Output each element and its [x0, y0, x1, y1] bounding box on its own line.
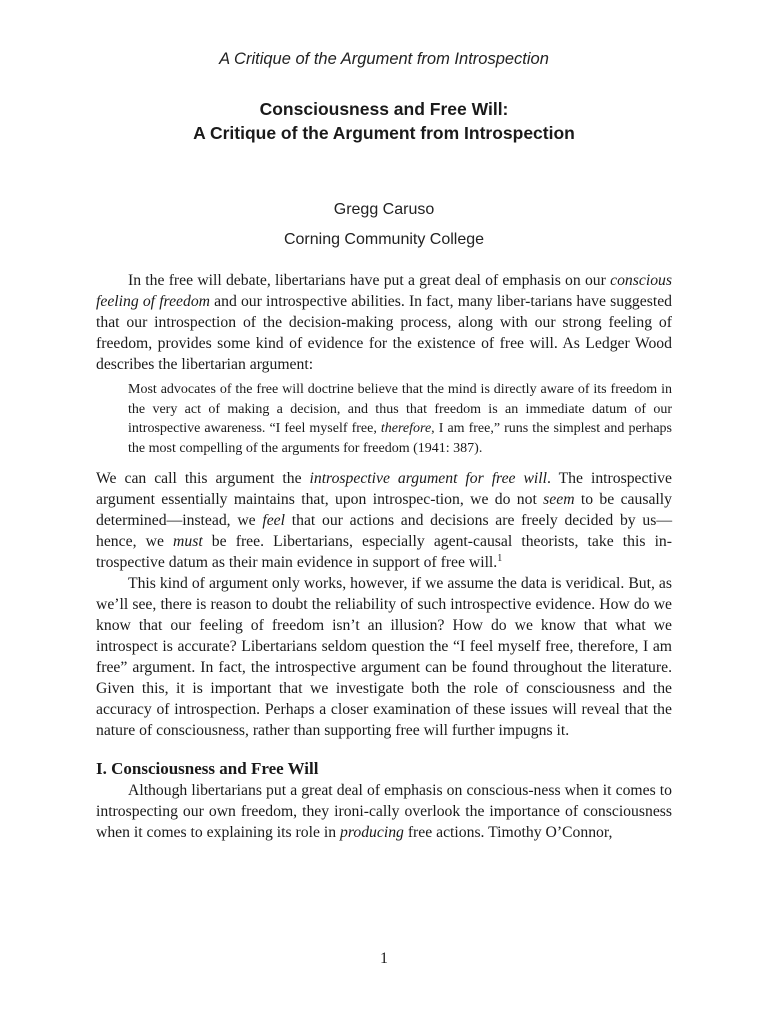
paper-title [0, 97, 768, 145]
author-block [0, 195, 768, 255]
text-run: be free. Libertarians, especially agent-causal theorists, take this in-trospective datum as their main evidence in support of free will. [96, 533, 672, 571]
section-heading: I. Consciousness and Free Will [96, 759, 319, 778]
text-run: that our actions and decisions are freely decided by us—hence, we [96, 512, 673, 550]
title-line-2: A Critique of the Argument from Introspection [193, 123, 575, 143]
text-run: . The introspective argument essentially maintains that, upon introspec-tion, we do not [96, 470, 672, 508]
text-run: Most advocates of the free will doctrine believe that the mind is directly aware of its freedom in the very act of making a decision, and thus that freedom is an immediate datum of our introspective awareness. “I feel myself free, [128, 382, 672, 436]
text-run: to be causally determined—instead, we [96, 491, 672, 529]
emphasis: therefore [380, 421, 432, 436]
emphasis: producing [339, 824, 404, 841]
text-run: Although libertarians put a great deal of emphasis on conscious-ness when it comes to introspecting our own freedom, they ironi-cally overlook the importance of consciousness when it comes to explaining its role in [96, 782, 672, 841]
text-run: free actions. Timothy O’Connor, [403, 824, 613, 841]
paragraph-2 [96, 468, 672, 573]
paragraph-3: This kind of argument only works, however, if we assume the data is veridical. But, as we’ll see, there is reason to doubt the reliability of such introspective evidence. How do we know that our feeling of freedom isn’t an illusion? How do we know that what we introspect is accurate? Libertarians seldom question the “I feel myself free, therefore, I am free” argument. In fact, the introspective argument can be found throughout the literature. Given this, it is important that we investigate both the role of consciousness and the accuracy of introspection. Perhaps a closer examination of these issues will reveal that the nature of consciousness, rather than supporting free will further impugns it. [96, 575, 672, 739]
author-name: Gregg Caruso [333, 201, 435, 218]
paragraph-4 [96, 780, 672, 843]
body-text [96, 270, 672, 843]
running-head: A Critique of the Argument from Introspection [219, 50, 549, 68]
emphasis: seem [543, 491, 575, 508]
emphasis: conscious feeling of freedom [96, 272, 672, 310]
emphasis: feel [262, 512, 286, 529]
title-line-1: Consciousness and Free Will: [259, 99, 509, 119]
text-run: We can call this argument the [96, 470, 310, 487]
text-run: , I am free,” runs the simplest and perhaps the most compelling of the arguments for freedom (1941: 387). [128, 421, 672, 456]
text-run: In the free will debate, libertarians have put a great deal of emphasis on our [128, 272, 611, 289]
paragraph-1 [96, 270, 672, 375]
block-quote [128, 380, 672, 458]
page-number: 1 [380, 950, 388, 967]
text-run: and our introspective abilities. In fact, many liber-tarians have suggested that our introspection of the decision-making process, along with our strong feeling of freedom, provides some kind of evidence for the existence of free will. As Ledger Wood describes the libertarian argument: [96, 293, 672, 373]
emphasis: introspective argument for free will [309, 470, 547, 487]
author-affiliation: Corning Community College [283, 231, 485, 248]
emphasis: must [173, 533, 203, 550]
footnote-marker[interactable]: 1 [497, 553, 503, 564]
